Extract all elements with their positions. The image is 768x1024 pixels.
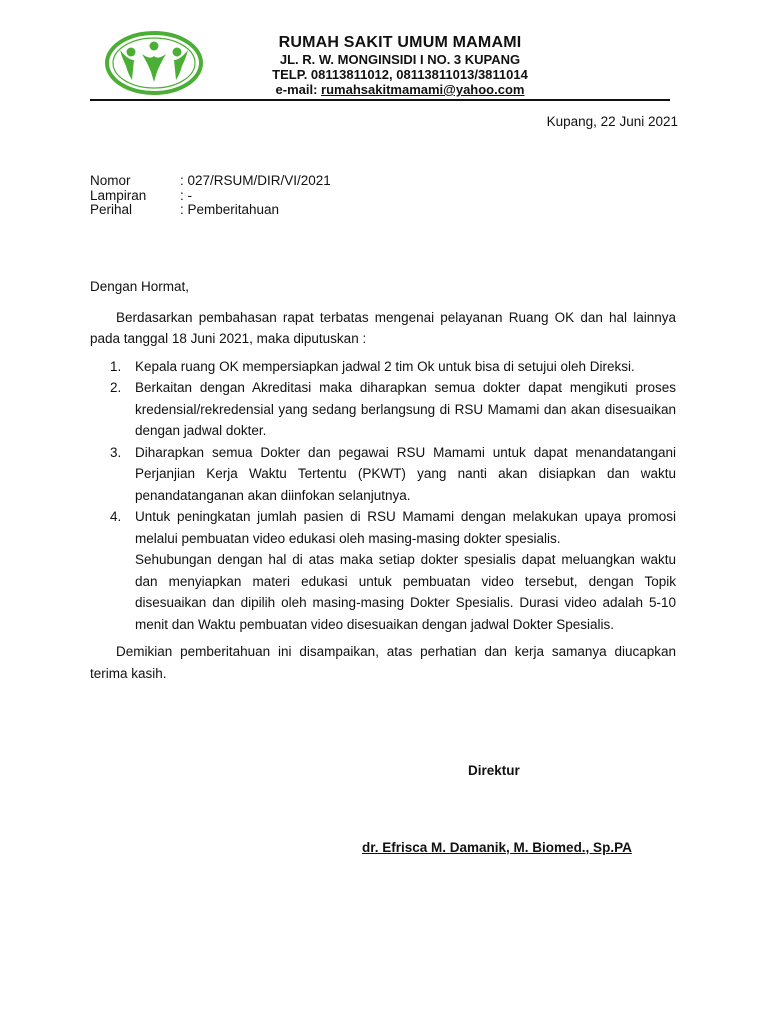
follow-up-paragraph: Sehubungan dengan hal di atas maka setiap dokter spesialis dapat meluangkan waktu dan menyiapkan materi edukasi untuk pembuatan video tersebut, dengan Topik disesuaikan dan dipilih oleh masing-masing Dokter Spesialis. Durasi video adalah 5-10 menit dan Waktu pembuatan video disesuaikan dengan jadwal Dokter Spesialis. — [135, 552, 676, 632]
meta-value: : Pemberitahuan — [180, 202, 280, 217]
list-number: 2. — [110, 380, 122, 395]
list-number: 1. — [110, 358, 122, 374]
list-text: Untuk peningkatan jumlah pasien di RSU Mamami dengan melakukan upaya promosi melalui pembuatan video edukasi oleh masing-masing dokter spesialis. — [135, 509, 676, 546]
meta-row-lampiran — [90, 189, 331, 204]
letter-body — [90, 276, 676, 684]
letter-date: Kupang, 22 Juni 2021 — [546, 114, 678, 129]
hospital-address: JL. R. W. MONGINSIDI I NO. 3 KUPANG — [279, 52, 521, 67]
letterhead — [200, 34, 600, 97]
meta-value: : 027/RSUM/DIR/VI/2021 — [180, 173, 331, 188]
list-number: 4. — [110, 509, 122, 524]
list-text: Berkaitan dengan Akreditasi maka diharapkan semua dokter dapat mengikuti proses kredensial/rekredensial yang sedang berlangsung di RSU Mamami dan akan disesuaikan dengan jadwal dokter. — [135, 380, 676, 438]
list-item — [90, 377, 676, 442]
intro-paragraph: Berdasarkan pembahasan rapat terbatas mengenai pelayanan Ruang OK dan hal lainnya pada tanggal 18 Juni 2021, maka diputuskan : — [90, 309, 676, 346]
meta-row-nomor — [90, 174, 331, 189]
signature-title: Direktur — [468, 763, 520, 778]
meta-key: Perihal — [90, 202, 133, 217]
list-text: Diharapkan semua Dokter dan pegawai RSU Mamami untuk dapat menandatangani Perjanjian Kerja Waktu Tertentu (PKWT) yang nanti akan disiapkan dan waktu penandatanganan akan diinfokan selanjutnya. — [135, 444, 676, 503]
closing-paragraph: Demikian pemberitahuan ini disampaikan, atas perhatian dan kerja samanya diucapkan terima kasih. — [90, 644, 676, 681]
list-item — [90, 506, 676, 549]
letter-meta — [90, 174, 331, 218]
list-item — [90, 442, 676, 507]
list-number: 3. — [110, 444, 122, 460]
list-item — [90, 356, 676, 378]
meta-key: Lampiran — [90, 187, 147, 203]
list-text: Kepala ruang OK mempersiapkan jadwal 2 tim Ok untuk bisa di setujui oleh Direksi. — [135, 358, 635, 374]
meta-value: : - — [180, 187, 192, 203]
meta-row-perihal — [90, 203, 331, 218]
hospital-email-line — [200, 82, 600, 97]
signature-name: dr. Efrisca M. Damanik, M. Biomed., Sp.PA — [362, 840, 632, 855]
decision-list — [90, 356, 676, 550]
hospital-logo-icon — [104, 30, 204, 96]
salutation: Dengan Hormat, — [90, 279, 190, 294]
hospital-phone: TELP. 08113811012, 08113811013/3811014 — [272, 67, 528, 82]
meta-key: Nomor — [90, 173, 131, 188]
hospital-name: RUMAH SAKIT UMUM MAMAMI — [278, 34, 522, 51]
letterhead-divider — [90, 99, 670, 101]
email-link[interactable]: rumahsakitmamami@yahoo.com — [321, 82, 525, 97]
email-label: e-mail: — [275, 82, 322, 97]
